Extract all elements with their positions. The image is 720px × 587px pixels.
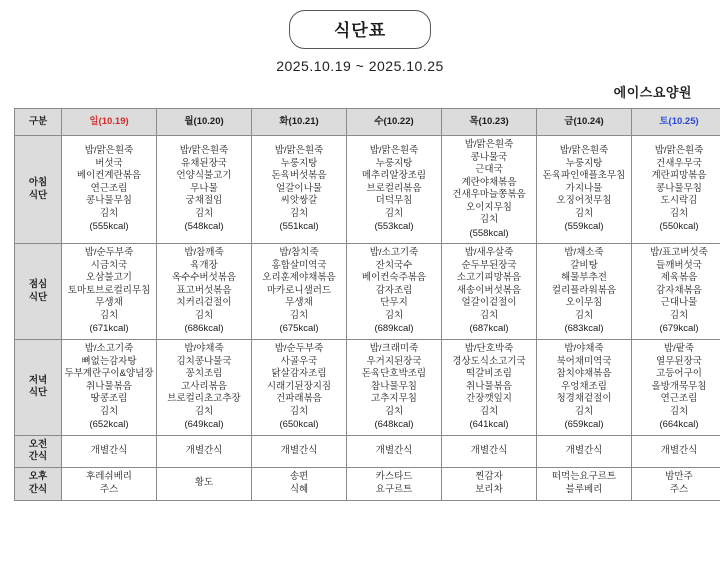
- menu-cell: [62, 339, 157, 435]
- menu-item: 청경채겉절이: [556, 393, 612, 405]
- calorie-value: (650kcal): [279, 419, 319, 431]
- menu-item: 오삼불고기: [86, 272, 132, 284]
- menu-item: 밥/참치죽: [279, 247, 319, 259]
- title-container: [14, 10, 706, 49]
- menu-row-lunch: [15, 244, 720, 340]
- menu-item: 근대국: [475, 164, 503, 176]
- row-label-line2: 간식: [28, 451, 48, 463]
- menu-item-list: [253, 145, 345, 234]
- menu-item: 사골우국: [280, 355, 318, 367]
- menu-item-list: [348, 145, 440, 234]
- menu-item: 오이지무침: [466, 201, 512, 213]
- menu-item: 김치: [574, 309, 594, 321]
- snack-item: 주스: [99, 483, 119, 495]
- snack-item: 식혜: [289, 483, 309, 495]
- menu-item: 밥/표고버섯죽: [650, 247, 708, 259]
- menu-item: 떡갈비조림: [466, 368, 512, 380]
- menu-cell: [62, 244, 157, 340]
- menu-item: 콩나물국: [470, 151, 508, 163]
- menu-item: 건파래볶음: [276, 393, 322, 405]
- menu-item: 단무지: [380, 297, 408, 309]
- menu-item: 감자채볶음: [656, 284, 702, 296]
- menu-item: 밥/팥죽: [663, 342, 695, 354]
- snack-cell: [62, 467, 157, 500]
- menu-item: 취나물볶음: [86, 380, 132, 392]
- menu-item: 김치: [384, 207, 404, 219]
- snack-item: 블루베리: [565, 483, 603, 495]
- snack-item: 개별간식: [185, 444, 223, 456]
- calorie-value: (687kcal): [469, 323, 509, 335]
- snack-item: 개별간식: [470, 444, 508, 456]
- menu-item: 마카로니샐러드: [266, 284, 332, 296]
- menu-item-list: [633, 247, 720, 336]
- calorie-value: (689kcal): [374, 323, 414, 335]
- menu-item: 콩나물무침: [86, 195, 132, 207]
- calorie-value: (675kcal): [279, 323, 319, 335]
- menu-row-breakfast: [15, 136, 720, 244]
- menu-item-list: [63, 247, 155, 336]
- menu-item-list: [348, 343, 440, 432]
- calorie-value: (686kcal): [184, 323, 224, 335]
- snack-cell: [347, 467, 442, 500]
- snack-cell: [347, 435, 442, 467]
- menu-item: 표고버섯볶음: [176, 284, 232, 296]
- menu-item: 무나물: [190, 182, 218, 194]
- menu-item: 컬리플라워볶음: [551, 284, 617, 296]
- menu-item: 시래기된장지짐: [266, 380, 332, 392]
- menu-item: 얼갈이겉절이: [461, 297, 517, 309]
- menu-item: 밥/맑은흰죽: [654, 145, 704, 157]
- snack-item: 개별간식: [280, 444, 318, 456]
- menu-item: 김치: [384, 405, 404, 417]
- menu-item: 고사리볶음: [181, 380, 227, 392]
- date-range: 2025.10.19 ~ 2025.10.25: [276, 58, 444, 74]
- menu-item: 오징어젓무침: [556, 195, 612, 207]
- menu-item: 연근조림: [90, 182, 128, 194]
- menu-item: 얼갈이나물: [276, 182, 322, 194]
- snack-cell: [632, 467, 720, 500]
- menu-item: 뼈없는감자탕: [81, 355, 137, 367]
- snack-item: 후레쉬베리: [86, 471, 132, 483]
- menu-item: 홍합살미역국: [271, 259, 327, 271]
- menu-item: 김치: [384, 309, 404, 321]
- menu-item: 유채된장국: [181, 157, 227, 169]
- menu-item: 건새우마늘쫑볶음: [452, 189, 526, 201]
- menu-item: 취나물볶음: [466, 380, 512, 392]
- row-label-line1: 오후: [28, 471, 48, 483]
- snack-item: 주스: [669, 483, 689, 495]
- menu-item: 돈육버섯볶음: [271, 170, 327, 182]
- menu-item: 두부계란구이&양념장: [64, 368, 154, 380]
- table-header-row: [15, 109, 720, 136]
- menu-item: 올방개묵무침: [651, 380, 707, 392]
- menu-cell: [632, 244, 720, 340]
- menu-cell: [442, 339, 537, 435]
- menu-item: 근대나물: [660, 297, 698, 309]
- menu-item: 새송이버섯볶음: [456, 284, 522, 296]
- snack-cell: [157, 435, 252, 467]
- menu-item: 도시락김: [660, 195, 698, 207]
- snack-item: 카스타드: [375, 471, 413, 483]
- menu-item: 김치: [669, 207, 689, 219]
- menu-item: 건새우무국: [656, 157, 702, 169]
- menu-item: 치커리겉절이: [176, 297, 232, 309]
- menu-item: 언양식불고기: [176, 170, 232, 182]
- row-label-morning-snack: [15, 435, 62, 467]
- snack-cell: [442, 435, 537, 467]
- calorie-value: (664kcal): [659, 419, 699, 431]
- menu-item: 우엉채조림: [561, 380, 607, 392]
- menu-item: 브로컬리초고추장: [167, 393, 241, 405]
- column-header-wednesday: 수(10.22): [347, 109, 442, 136]
- menu-item-list: [443, 343, 535, 432]
- menu-item-list: [348, 247, 440, 336]
- calorie-value: (548kcal): [184, 221, 224, 233]
- menu-item: 누룽지탕: [280, 157, 318, 169]
- menu-item: 참나물무침: [371, 380, 417, 392]
- snack-cell: [537, 435, 632, 467]
- menu-item: 밥/맑은흰죽: [559, 145, 609, 157]
- snack-cell: [632, 435, 720, 467]
- snack-item: 요구르트: [375, 483, 413, 495]
- menu-item: 열무된장국: [656, 355, 702, 367]
- menu-item: 버섯국: [95, 157, 123, 169]
- menu-item: 밥/소고기죽: [369, 247, 419, 259]
- menu-item: 김치: [479, 405, 499, 417]
- menu-item: 김치: [289, 405, 309, 417]
- row-label-breakfast: [15, 136, 62, 244]
- menu-item: 돈육단호박조림: [361, 368, 427, 380]
- menu-item-list: [538, 343, 630, 432]
- menu-item: 가지나물: [565, 182, 603, 194]
- calorie-value: (555kcal): [89, 221, 129, 233]
- row-label-line1: 아침: [28, 177, 48, 189]
- row-label-dinner: [15, 339, 62, 435]
- menu-item: 시금치국: [90, 259, 128, 271]
- menu-item: 육개장: [190, 259, 218, 271]
- menu-item: 김치: [194, 405, 214, 417]
- snack-cell: [62, 435, 157, 467]
- menu-item-list: [443, 139, 535, 240]
- menu-cell: [537, 339, 632, 435]
- menu-cell: [632, 339, 720, 435]
- table-head: [15, 109, 720, 136]
- menu-item: 계란야채볶음: [461, 176, 517, 188]
- snack-item: 송편: [289, 471, 309, 483]
- snack-item: 밤만주: [665, 471, 693, 483]
- menu-row-dinner: [15, 339, 720, 435]
- menu-cell: [347, 339, 442, 435]
- page-title: 식단표: [289, 10, 431, 49]
- menu-item: 북어채미역국: [556, 355, 612, 367]
- calorie-value: (671kcal): [89, 323, 129, 335]
- calorie-value: (649kcal): [184, 419, 224, 431]
- snack-item: 개별간식: [375, 444, 413, 456]
- menu-item: 옥수수버섯볶음: [171, 272, 237, 284]
- snack-item: 개별간식: [565, 444, 603, 456]
- menu-item: 땅콩조림: [90, 393, 128, 405]
- menu-item: 김치: [99, 207, 119, 219]
- menu-item: 경상도식소고기국: [452, 355, 526, 367]
- weekly-menu-table: [14, 108, 720, 501]
- calorie-value: (553kcal): [374, 221, 414, 233]
- calorie-value: (679kcal): [659, 323, 699, 335]
- calorie-value: (558kcal): [469, 227, 509, 239]
- column-header-saturday: 토(10.25): [632, 109, 720, 136]
- menu-item: 밥/맑은흰죽: [274, 145, 324, 157]
- menu-item: 계란피망볶음: [651, 170, 707, 182]
- menu-item: 무생채: [285, 297, 313, 309]
- row-label-lunch: [15, 244, 62, 340]
- snack-item: 찐감자: [475, 471, 503, 483]
- menu-item: 오이무침: [565, 297, 603, 309]
- table-body: [15, 136, 720, 501]
- menu-cell: [347, 136, 442, 244]
- calorie-value: (683kcal): [564, 323, 604, 335]
- menu-cell: [157, 136, 252, 244]
- menu-item: 갈비탕: [570, 259, 598, 271]
- menu-item-list: [538, 247, 630, 336]
- menu-item-list: [158, 247, 250, 336]
- column-header-sunday: 일(10.19): [62, 109, 157, 136]
- column-header-thursday: 목(10.23): [442, 109, 537, 136]
- snack-cell: [157, 467, 252, 500]
- menu-item-list: [63, 343, 155, 432]
- menu-item: 들깨버섯국: [656, 259, 702, 271]
- menu-item-list: [63, 145, 155, 234]
- menu-item: 누룽지탕: [375, 157, 413, 169]
- menu-item-list: [253, 343, 345, 432]
- menu-item: 오리훈제야채볶음: [262, 272, 336, 284]
- menu-cell: [537, 244, 632, 340]
- menu-row-afternoon-snack: [15, 467, 720, 500]
- menu-item: 김치: [669, 405, 689, 417]
- menu-item: 밥/채소죽: [564, 247, 604, 259]
- menu-item: 해물부추전: [561, 272, 607, 284]
- menu-item-list: [633, 343, 720, 432]
- menu-item: 누룽지탕: [565, 157, 603, 169]
- row-label-afternoon-snack: [15, 467, 62, 500]
- menu-item-list: [633, 145, 720, 234]
- calorie-value: (641kcal): [469, 419, 509, 431]
- menu-cell: [252, 339, 347, 435]
- menu-item-list: [538, 145, 630, 234]
- column-header-monday: 월(10.20): [157, 109, 252, 136]
- menu-cell: [537, 136, 632, 244]
- menu-item: 꽁치조림: [185, 368, 223, 380]
- menu-cell: [632, 136, 720, 244]
- menu-cell: [252, 136, 347, 244]
- menu-item: 김치: [479, 309, 499, 321]
- row-label-line1: 점심: [28, 279, 48, 291]
- menu-item-list: [158, 343, 250, 432]
- row-label-line2: 식단: [28, 387, 48, 399]
- snack-item: 개별간식: [660, 444, 698, 456]
- menu-cell: [157, 244, 252, 340]
- menu-item: 밥/참깨죽: [184, 247, 224, 259]
- menu-item: 밥/야채죽: [184, 342, 224, 354]
- menu-item: 메추리알장조림: [361, 170, 427, 182]
- snack-cell: [442, 467, 537, 500]
- menu-item: 간장깻잎지: [466, 393, 512, 405]
- menu-item: 김치: [574, 207, 594, 219]
- menu-item: 고추지무침: [371, 393, 417, 405]
- row-label-line2: 식단: [28, 189, 48, 201]
- menu-item-list: [443, 247, 535, 336]
- menu-item: 김치: [574, 405, 594, 417]
- column-header-friday: 금(10.24): [537, 109, 632, 136]
- snack-cell: [537, 467, 632, 500]
- menu-item: 콩나물무침: [656, 182, 702, 194]
- snack-cell: [252, 435, 347, 467]
- menu-item: 밥/맑은흰죽: [369, 145, 419, 157]
- menu-item: 밥/맑은흰죽: [179, 145, 229, 157]
- menu-item: 밥/순두부죽: [84, 247, 134, 259]
- menu-item: 밥/크래미죽: [369, 342, 419, 354]
- menu-item: 닭살감자조림: [271, 368, 327, 380]
- menu-item: 밥/맑은흰죽: [84, 145, 134, 157]
- menu-item: 김치: [194, 207, 214, 219]
- menu-item: 제육볶음: [660, 272, 698, 284]
- menu-item: 밥/소고기죽: [84, 342, 134, 354]
- menu-cell: [157, 339, 252, 435]
- menu-item: 더덕무침: [375, 195, 413, 207]
- menu-cell: [347, 244, 442, 340]
- calorie-value: (652kcal): [89, 419, 129, 431]
- snack-item: 황도: [194, 477, 214, 489]
- menu-item: 궁채절임: [185, 195, 223, 207]
- menu-item: 김치: [479, 214, 499, 226]
- menu-item: 김치: [289, 207, 309, 219]
- menu-item: 무생채: [95, 297, 123, 309]
- snack-item: 보리차: [475, 483, 503, 495]
- menu-item: 김치: [289, 309, 309, 321]
- menu-item: 밥/순두부죽: [274, 342, 324, 354]
- snack-item: 떠먹는요구르트: [551, 471, 617, 483]
- calorie-value: (659kcal): [564, 419, 604, 431]
- menu-cell: [442, 136, 537, 244]
- menu-item: 밥/맑은흰죽: [464, 139, 514, 150]
- menu-item: 김치: [669, 309, 689, 321]
- row-label-line2: 간식: [28, 483, 48, 495]
- calorie-value: (550kcal): [659, 221, 699, 233]
- menu-item: 참치야채볶음: [556, 368, 612, 380]
- menu-item: 연근조림: [660, 393, 698, 405]
- menu-item: 돈육파인애플초무침: [542, 170, 626, 182]
- snack-item: 개별간식: [90, 444, 128, 456]
- menu-item: 베이컨숙주볶음: [361, 272, 427, 284]
- menu-item: 밥/단호박죽: [464, 342, 514, 354]
- menu-item: 소고기피망볶음: [456, 272, 522, 284]
- menu-item: 김치: [194, 309, 214, 321]
- snack-cell: [252, 467, 347, 500]
- menu-item: 밥/새우살죽: [464, 247, 514, 259]
- calorie-value: (559kcal): [564, 221, 604, 233]
- menu-cell: [62, 136, 157, 244]
- calorie-value: (551kcal): [279, 221, 319, 233]
- menu-item: 김치콩나물국: [176, 355, 232, 367]
- row-label-line1: 오전: [28, 438, 48, 450]
- menu-item: 김치: [99, 309, 119, 321]
- menu-item: 김치: [99, 405, 119, 417]
- menu-cell: [442, 244, 537, 340]
- menu-item: 잔치국수: [375, 259, 413, 271]
- calorie-value: (648kcal): [374, 419, 414, 431]
- menu-item: 고등어구이: [656, 368, 702, 380]
- row-label-line1: 저녁: [28, 374, 48, 386]
- menu-item: 베이컨계란볶음: [76, 170, 142, 182]
- organization-name: 에이스요양원: [613, 85, 692, 100]
- menu-item: 감자조림: [375, 284, 413, 296]
- menu-item-list: [253, 247, 345, 336]
- menu-item-list: [158, 145, 250, 234]
- menu-cell: [252, 244, 347, 340]
- menu-item: 순두부된장국: [461, 259, 517, 271]
- menu-item: 토마토브로컬리무침: [67, 284, 151, 296]
- menu-item: 씨앗쌍갈: [280, 195, 318, 207]
- menu-row-morning-snack: [15, 435, 720, 467]
- column-header-gubun: 구분: [15, 109, 62, 136]
- column-header-tuesday: 화(10.21): [252, 109, 347, 136]
- row-label-line2: 식단: [28, 291, 48, 303]
- menu-item: 밥/야채죽: [564, 342, 604, 354]
- menu-item: 브로컬리볶음: [366, 182, 422, 194]
- menu-item: 우거지된장국: [366, 355, 422, 367]
